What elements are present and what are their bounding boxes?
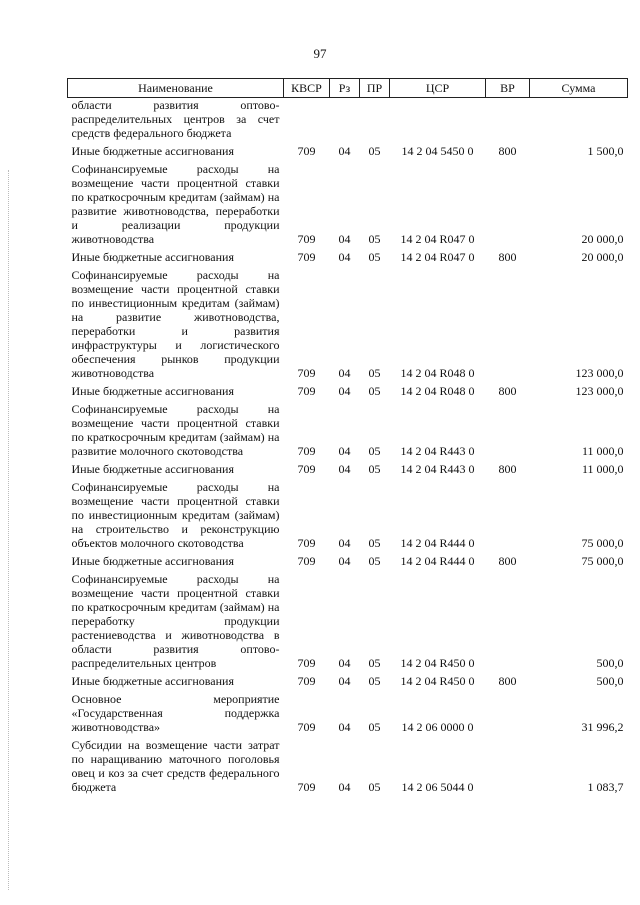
row-kvsr: 709 — [297, 780, 316, 794]
row-kvsr — [284, 98, 330, 141]
row-rz: 04 — [338, 674, 351, 688]
page-number: 97 — [313, 46, 327, 61]
row-vr: 800 — [498, 674, 517, 688]
row-sum: 31 996,2 — [581, 720, 624, 734]
row-rz: 04 — [338, 720, 351, 734]
row-vr — [486, 476, 530, 550]
row-pr: 05 — [368, 780, 381, 794]
row-sum: 75 000,0 — [581, 536, 624, 550]
table-row — [68, 158, 628, 246]
row-vr — [486, 688, 530, 734]
header-sum: Сумма — [530, 79, 628, 98]
row-vr — [486, 568, 530, 670]
row-pr: 05 — [368, 250, 381, 264]
table-row — [68, 140, 628, 158]
row-rz: 04 — [338, 536, 351, 550]
table-row — [68, 550, 628, 568]
row-pr: 05 — [368, 536, 381, 550]
row-csr: 14 2 04 R048 0 — [400, 384, 475, 398]
row-csr: 14 2 04 R047 0 — [400, 250, 475, 264]
row-kvsr: 709 — [297, 554, 316, 568]
row-csr: 14 2 06 5044 0 — [401, 780, 474, 794]
row-kvsr: 709 — [297, 462, 316, 476]
row-pr: 05 — [368, 462, 381, 476]
row-name: Иные бюджетные ассигнования — [71, 674, 234, 688]
table-row — [68, 670, 628, 688]
row-name: Иные бюджетные ассигнования — [71, 384, 234, 398]
row-rz: 04 — [338, 232, 351, 246]
table-row — [68, 458, 628, 476]
row-pr: 05 — [368, 232, 381, 246]
header-csr: ЦСР — [390, 79, 486, 98]
table-row — [68, 380, 628, 398]
row-rz: 04 — [338, 656, 351, 670]
header-pr: ПР — [360, 79, 390, 98]
header-rz: Рз — [330, 79, 360, 98]
row-csr: 14 2 04 R444 0 — [400, 554, 475, 568]
row-csr: 14 2 04 5450 0 — [401, 144, 474, 158]
row-vr: 800 — [498, 250, 517, 264]
row-kvsr: 709 — [297, 366, 316, 380]
row-pr: 05 — [368, 384, 381, 398]
row-rz: 04 — [338, 554, 351, 568]
table-body — [68, 98, 628, 795]
row-sum: 123 000,0 — [575, 366, 624, 380]
row-sum: 20 000,0 — [581, 250, 624, 264]
row-pr — [360, 98, 390, 141]
row-kvsr: 709 — [297, 536, 316, 550]
row-vr — [486, 264, 530, 380]
row-name: Иные бюджетные ассигнования — [71, 250, 234, 264]
margin-dots-decoration — [8, 170, 11, 890]
row-vr: 800 — [498, 554, 517, 568]
row-csr: 14 2 04 R450 0 — [400, 674, 475, 688]
row-name: области развития оптово-распределительных центров за счет средств федерального бюджета — [71, 98, 280, 140]
row-sum: 1 083,7 — [587, 780, 624, 794]
row-sum: 20 000,0 — [581, 232, 624, 246]
row-name: Софинансируемые расходы на возмещение части процентной ставки по краткосрочным кредитам (займам) на переработку продукции растениеводства и животноводства в области развития оптово-распределительных центров — [71, 572, 280, 670]
row-rz: 04 — [338, 444, 351, 458]
row-pr: 05 — [368, 366, 381, 380]
table-row — [68, 398, 628, 458]
row-sum — [530, 98, 628, 141]
row-rz: 04 — [338, 250, 351, 264]
table-row — [68, 568, 628, 670]
table-row — [68, 264, 628, 380]
row-sum: 11 000,0 — [581, 462, 624, 476]
row-csr: 14 2 04 R443 0 — [400, 462, 475, 476]
row-vr — [486, 98, 530, 141]
row-kvsr: 709 — [297, 444, 316, 458]
row-csr: 14 2 06 0000 0 — [401, 720, 474, 734]
row-name: Иные бюджетные ассигнования — [71, 554, 234, 568]
row-pr: 05 — [368, 656, 381, 670]
row-csr — [390, 98, 486, 141]
row-name: Иные бюджетные ассигнования — [71, 462, 234, 476]
row-vr — [486, 734, 530, 794]
table-row — [68, 98, 628, 141]
table-row — [68, 246, 628, 264]
table-row — [68, 476, 628, 550]
row-vr — [486, 398, 530, 458]
row-name: Субсидии на возмещение части затрат по наращиванию маточного поголовья овец и коз за счет средств федерального бюджета — [71, 738, 280, 794]
row-vr — [486, 158, 530, 246]
row-pr: 05 — [368, 720, 381, 734]
header-vr: ВР — [486, 79, 530, 98]
row-pr: 05 — [368, 674, 381, 688]
row-csr: 14 2 04 R444 0 — [400, 536, 475, 550]
row-sum: 500,0 — [596, 656, 624, 670]
row-csr: 14 2 04 R450 0 — [400, 656, 475, 670]
row-sum: 75 000,0 — [581, 554, 624, 568]
row-pr: 05 — [368, 554, 381, 568]
row-vr: 800 — [498, 144, 517, 158]
row-name: Софинансируемые расходы на возмещение части процентной ставки по краткосрочным кредитам (займам) на развитие молочного скотоводства — [71, 402, 280, 458]
row-csr: 14 2 04 R048 0 — [400, 366, 475, 380]
row-csr: 14 2 04 R047 0 — [400, 232, 475, 246]
table-row — [68, 688, 628, 734]
row-kvsr: 709 — [297, 720, 316, 734]
header-name: Наименование — [68, 79, 284, 98]
row-sum: 123 000,0 — [575, 384, 624, 398]
table-row — [68, 734, 628, 794]
row-pr: 05 — [368, 444, 381, 458]
row-rz: 04 — [338, 144, 351, 158]
row-pr: 05 — [368, 144, 381, 158]
row-rz — [330, 98, 360, 141]
row-sum: 500,0 — [596, 674, 624, 688]
row-csr: 14 2 04 R443 0 — [400, 444, 475, 458]
row-rz: 04 — [338, 462, 351, 476]
row-name: Иные бюджетные ассигнования — [71, 144, 234, 158]
row-name: Основное мероприятие «Государственная поддержка животноводства» — [71, 692, 280, 734]
header-kvsr: КВСР — [284, 79, 330, 98]
row-name: Софинансируемые расходы на возмещение части процентной ставки по краткосрочным кредитам (займам) на развитие животноводства, переработки и реализации продукции животноводства — [71, 162, 280, 246]
row-rz: 04 — [338, 366, 351, 380]
row-name: Софинансируемые расходы на возмещение части процентной ставки по инвестиционным кредитам (займам) на развитие животноводства, переработки и развития инфраструктуры и логистического обеспечения рынков продукции животноводства — [71, 268, 280, 380]
row-sum: 11 000,0 — [581, 444, 624, 458]
row-kvsr: 709 — [297, 232, 316, 246]
row-rz: 04 — [338, 384, 351, 398]
row-kvsr: 709 — [297, 384, 316, 398]
row-name: Софинансируемые расходы на возмещение части процентной ставки по инвестиционным кредитам (займам) на строительство и реконструкцию объектов молочного скотоводства — [71, 480, 280, 550]
row-kvsr: 709 — [297, 250, 316, 264]
row-vr: 800 — [498, 462, 517, 476]
row-kvsr: 709 — [297, 144, 316, 158]
budget-table — [67, 78, 628, 794]
row-sum: 1 500,0 — [587, 144, 624, 158]
row-kvsr: 709 — [297, 656, 316, 670]
row-rz: 04 — [338, 780, 351, 794]
row-kvsr: 709 — [297, 674, 316, 688]
row-vr: 800 — [498, 384, 517, 398]
table-header — [68, 79, 628, 98]
